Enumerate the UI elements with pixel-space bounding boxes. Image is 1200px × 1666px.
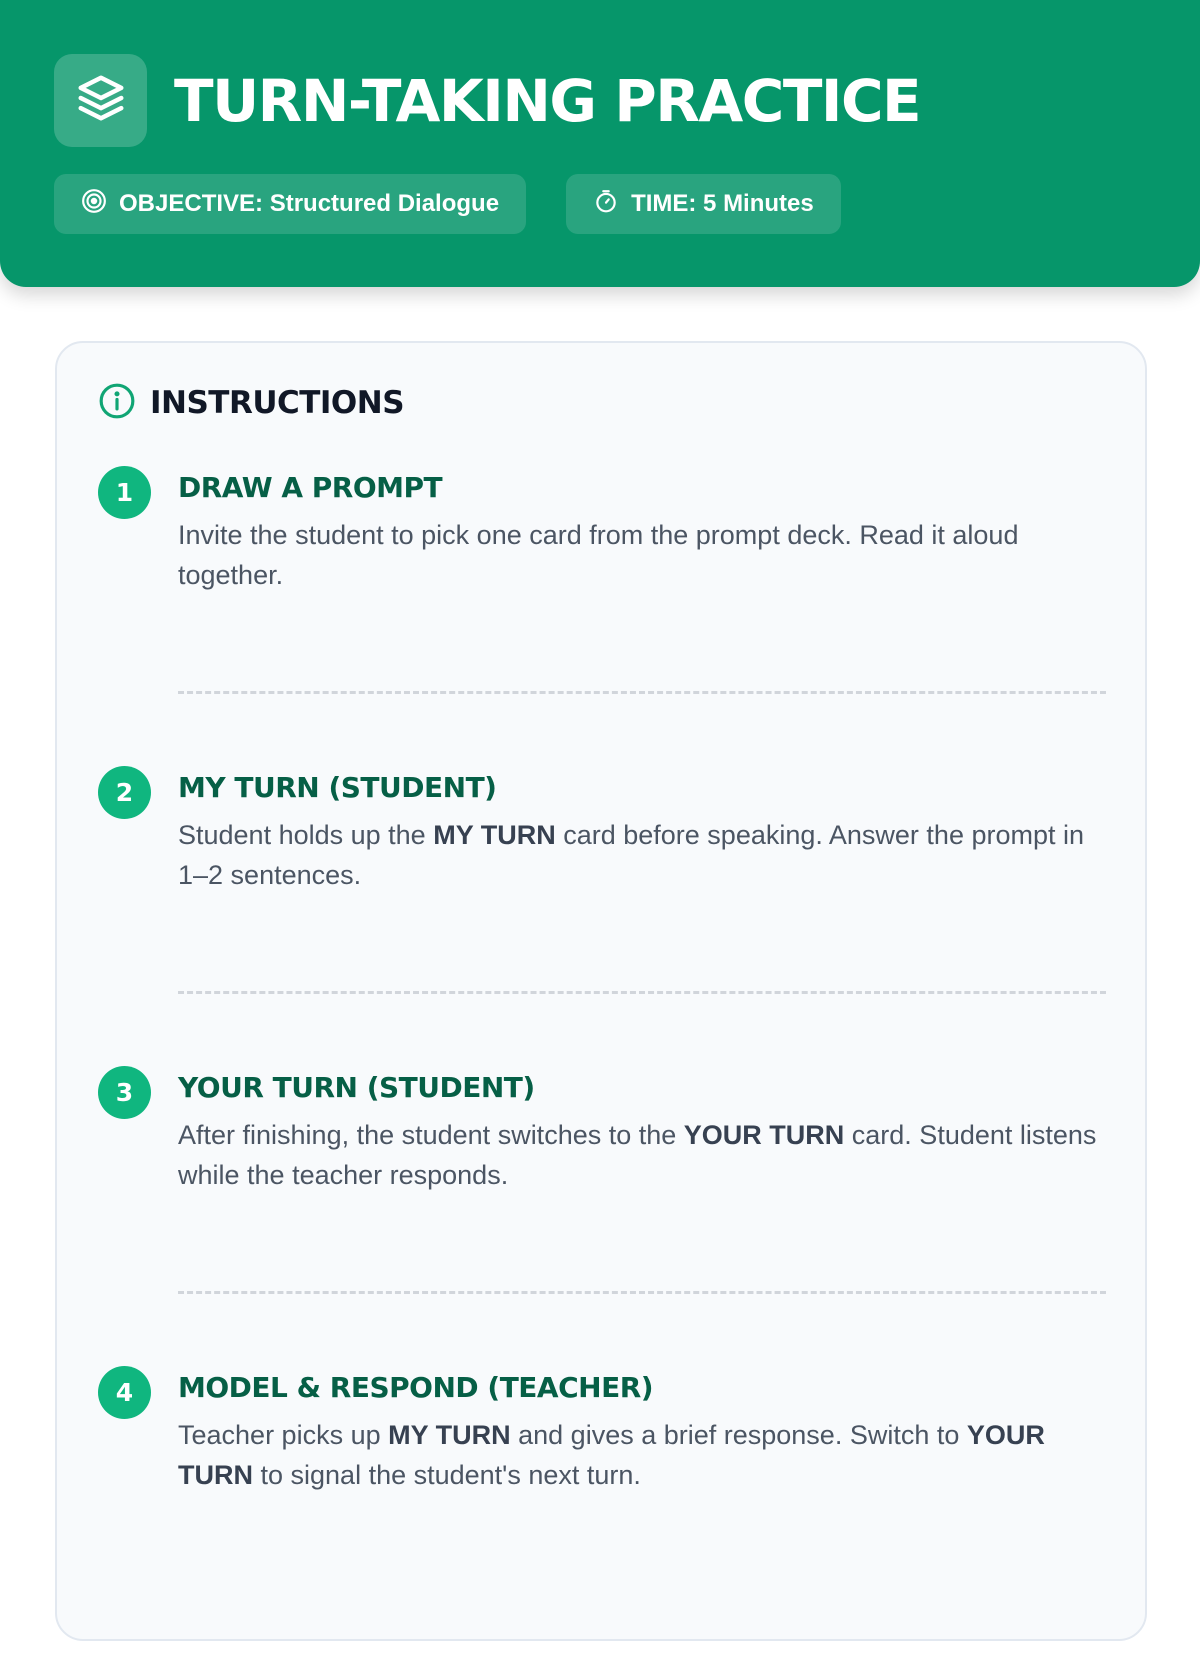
logo-badge — [54, 54, 147, 147]
step-content — [178, 766, 1105, 1066]
step-divider — [178, 691, 1106, 694]
step-item — [98, 466, 1105, 766]
emphasized-text: MY TURN — [388, 1420, 511, 1450]
stopwatch-icon — [593, 188, 631, 221]
time-label: TIME: 5 Minutes — [631, 190, 814, 217]
step-description — [178, 1415, 1105, 1495]
step-text-part: card before speaking. Answer the prompt in 1–2 sentences. — [178, 820, 1085, 890]
instructions-card — [55, 341, 1147, 1641]
step-description — [178, 515, 1105, 595]
page-header — [0, 0, 1200, 287]
time-chip — [566, 174, 841, 234]
step-item — [98, 1366, 1105, 1666]
step-number: 1 — [98, 466, 151, 519]
step-title: DRAW A PROMPT — [178, 471, 443, 504]
step-content — [178, 1366, 1105, 1666]
emphasized-text: MY TURN — [433, 820, 556, 850]
step-title: YOUR TURN (STUDENT) — [178, 1071, 535, 1104]
step-divider — [178, 991, 1106, 994]
step-item — [98, 1066, 1105, 1366]
emphasized-text: YOUR TURN — [178, 1420, 1045, 1490]
emphasized-text: YOUR TURN — [683, 1120, 845, 1150]
step-text-part: to signal the student's next turn. — [253, 1460, 641, 1490]
step-description — [178, 815, 1105, 895]
step-number: 2 — [98, 766, 151, 819]
step-description — [178, 1115, 1105, 1195]
instructions-header — [98, 383, 1105, 423]
step-title: MODEL & RESPOND (TEACHER) — [178, 1371, 654, 1404]
title-row — [54, 54, 1146, 147]
instructions-title: INSTRUCTIONS — [150, 384, 405, 421]
info-chips — [54, 174, 1146, 234]
info-icon — [98, 382, 136, 425]
step-divider — [178, 1291, 1106, 1294]
page-title: TURN-TAKING PRACTICE — [174, 66, 921, 135]
step-text-part: Student holds up the — [178, 820, 434, 850]
objective-chip — [54, 174, 526, 234]
step-title: MY TURN (STUDENT) — [178, 771, 497, 804]
step-text-part: After finishing, the student switches to the — [178, 1120, 684, 1150]
step-content — [178, 1066, 1105, 1366]
step-text-part: and gives a brief response. Switch to — [510, 1420, 967, 1450]
step-number: 4 — [98, 1366, 151, 1419]
step-number: 3 — [98, 1066, 151, 1119]
step-text-part: card. Student listens while the teacher responds. — [178, 1120, 1097, 1190]
layers-icon — [74, 71, 128, 130]
objective-label: OBJECTIVE: Structured Dialogue — [119, 190, 500, 217]
step-content — [178, 466, 1105, 766]
target-icon — [81, 188, 119, 221]
step-item — [98, 766, 1105, 1066]
step-text-part: Teacher picks up — [178, 1420, 389, 1450]
step-text-part: Invite the student to pick one card from the prompt deck. Read it aloud together. — [178, 520, 1019, 590]
